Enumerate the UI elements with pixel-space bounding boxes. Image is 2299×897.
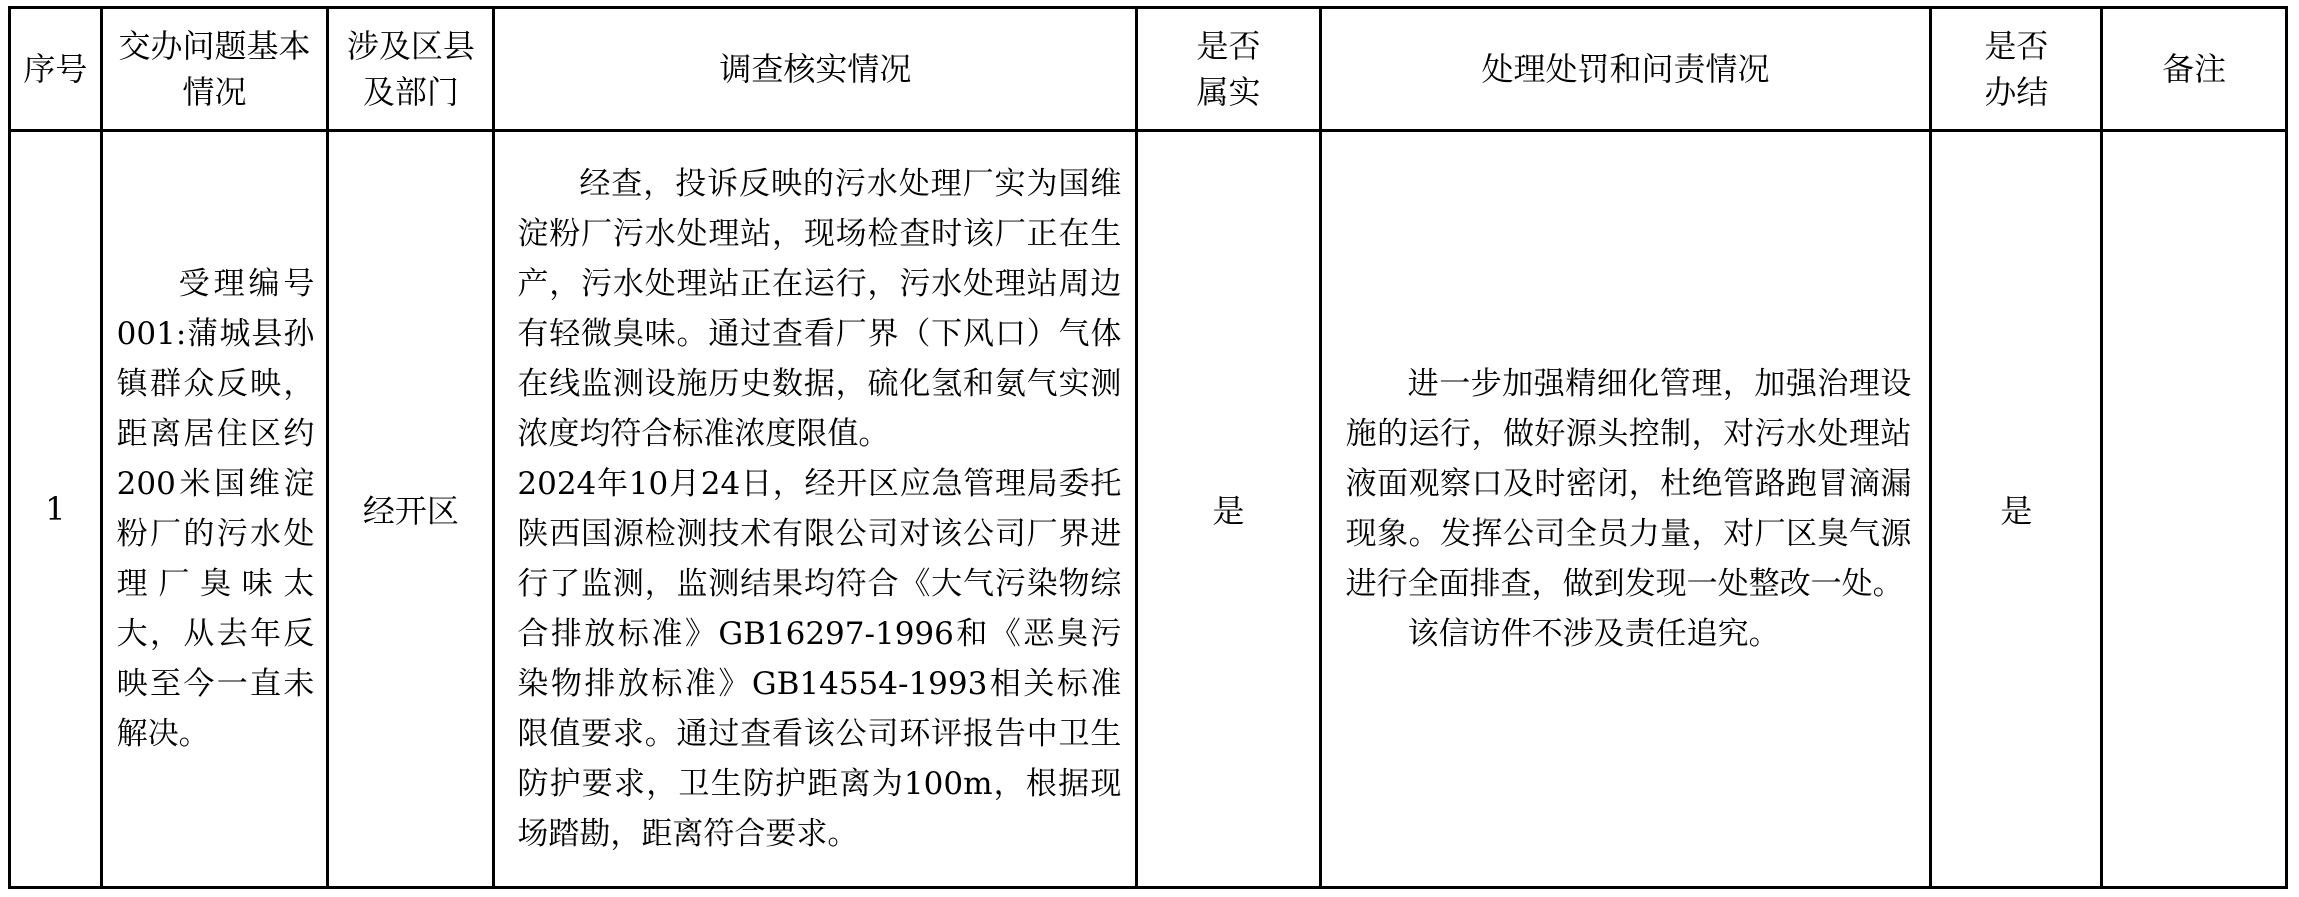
issue-text: 受理编号001:蒲城县孙镇群众反映，距离居住区约200米国维淀粉厂的污水处理厂臭味太大，从去年反映至今一直未解决。 [116, 266, 315, 752]
header-seq: 序号 [10, 8, 102, 131]
header-district: 涉及区县 及部门 [328, 8, 494, 131]
cell-investigation [494, 131, 1137, 888]
investigation-text-2: 2024年10月24日，经开区应急管理局委托陕西国源检测技术有限公司对该公司厂界进行了监测，监测结果均符合《大气污染物综合排放标准》GB16297-1996和《恶臭污染物排放标准》GB14554-1993相关标准限值要求。通过查看该公司环评报告中卫生防护要求，卫生防护距离为100m，根据现场踏勘，距离符合要求。 [517, 466, 1122, 852]
complaint-table [8, 6, 2288, 889]
header-row [10, 8, 2287, 131]
cell-verified: 是 [1137, 131, 1320, 888]
header-investigation: 调查核实情况 [494, 8, 1137, 131]
header-completed: 是否 办结 [1931, 8, 2102, 131]
cell-issue [101, 131, 328, 888]
cell-district: 经开区 [328, 131, 494, 888]
header-verified: 是否 属实 [1137, 8, 1320, 131]
cell-remark [2102, 131, 2287, 888]
cell-seq: 1 [10, 131, 102, 888]
cell-handling [1320, 131, 1931, 888]
cell-completed: 是 [1931, 131, 2102, 888]
header-issue: 交办问题基本 情况 [101, 8, 328, 131]
handling-text: 进一步加强精细化管理，加强治理设施的运行，做好源头控制，对污水处理站液面观察口及时密闭，杜绝管路跑冒滴漏现象。发挥公司全员力量，对厂区臭气源进行全面排查，做到发现一处整改一处。 [1345, 366, 1912, 602]
handling-text-2: 该信访件不涉及责任追究。 [1407, 616, 1780, 652]
header-handling: 处理处罚和问责情况 [1320, 8, 1931, 131]
header-remark: 备注 [2102, 8, 2287, 131]
table-row [10, 131, 2287, 888]
investigation-text: 经查，投诉反映的污水处理厂实为国维淀粉厂污水处理站，现场检查时该厂正在生产，污水处理站正在运行，污水处理站周边有轻微臭味。通过查看厂界（下风口）气体在线监测设施历史数据，硫化氢和氨气实测浓度均符合标准浓度限值。 [517, 166, 1122, 452]
